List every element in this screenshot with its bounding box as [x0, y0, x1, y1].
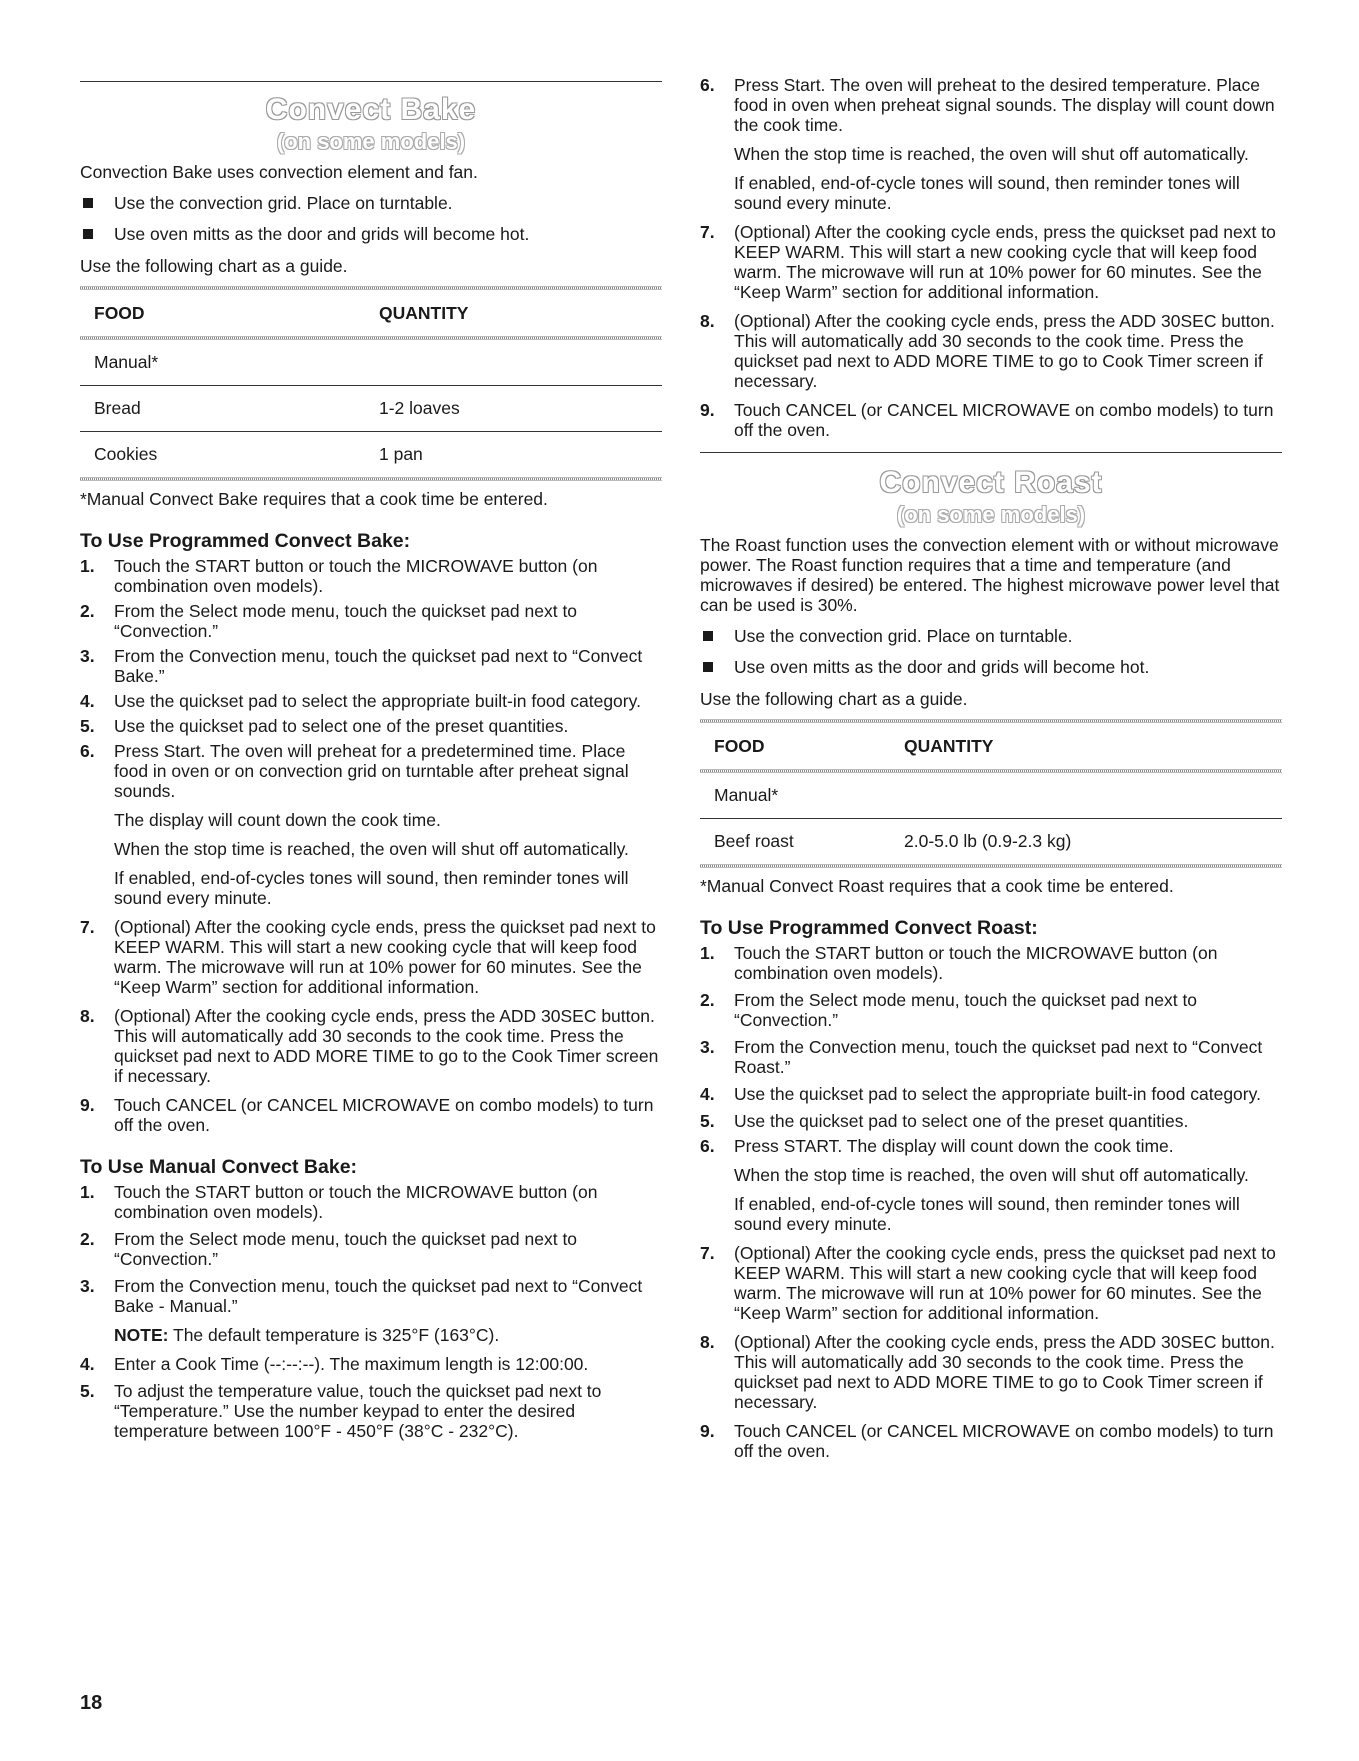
list-item: 2. From the Select mode menu, touch the quickset pad next to “Convection.”	[80, 601, 578, 641]
section-rule	[700, 452, 1282, 453]
left-column	[80, 0, 662, 1441]
manual-bake-steps	[80, 1182, 662, 1441]
convect-bake-title: Convect Bake	[265, 93, 477, 126]
cell-food: Cookies	[94, 444, 158, 464]
list-item: 8. (Optional) After the cooking cycle ends, press the ADD 30SEC button. This will automatically add 30 seconds to the cook time. Press the quickset pad next to ADD MORE TIME to go to Cook Timer screen if necessary.	[700, 311, 1275, 391]
list-item: 5. Use the quickset pad to select one of the preset quantities.	[700, 1111, 1189, 1131]
step-extra: When the stop time is reached, the oven will shut off automatically.	[734, 144, 1249, 164]
list-item: 4. Use the quickset pad to select the appropriate built-in food category.	[80, 691, 641, 711]
step-extra: If enabled, end-of-cycle tones will sound, then reminder tones will sound every minute.	[734, 173, 1240, 213]
list-item: 3. From the Convection menu, touch the quickset pad next to “Convect Bake.”	[80, 646, 643, 686]
list-item: 5. Use the quickset pad to select one of the preset quantities.	[80, 716, 569, 736]
list-item: 3. From the Convection menu, touch the quickset pad next to “Convect Bake - Manual.” NOTE: The default temperature is 325°F (163°C).	[80, 1276, 662, 1345]
list-item: 9. Touch CANCEL (or CANCEL MICROWAVE on combo models) to turn off the oven.	[700, 400, 1274, 440]
list-item: 8. (Optional) After the cooking cycle ends, press the ADD 30SEC button. This will automatically add 30 seconds to the cook time. Press the quickset pad next to ADD MORE TIME to go to Cook Timer screen if necessary.	[700, 1332, 1275, 1412]
programmed-roast-steps	[700, 943, 1282, 1461]
bake-bullet: Use oven mitts as the door and grids will become hot.	[80, 224, 662, 244]
list-item: 4. Enter a Cook Time (--:--:--). The maximum length is 12:00:00.	[80, 1354, 589, 1374]
list-item: 9. Touch CANCEL (or CANCEL MICROWAVE on combo models) to turn off the oven.	[700, 1421, 1274, 1461]
convect-bake-subtitle: (on some models)	[276, 129, 466, 154]
list-item: 6. Press START. The display will count down the cook time. When the stop time is reached, the oven will shut off automatically. If enabled, end-of-cycle tones will sound, then reminder tones will sound every minute.	[700, 1136, 1282, 1234]
table-header	[700, 723, 1282, 769]
cell-food: Manual*	[714, 785, 779, 805]
table-header	[80, 290, 662, 336]
cell-food: Beef roast	[714, 831, 794, 851]
step-extra: When the stop time is reached, the oven will shut off automatically.	[114, 839, 629, 859]
step-extra: If enabled, end-of-cycle tones will sound, then reminder tones will sound every minute.	[734, 1194, 1240, 1234]
table-row	[80, 432, 662, 477]
cell-food: Manual*	[94, 352, 159, 372]
list-item: 1. Touch the START button or touch the MICROWAVE button (on combination oven models).	[80, 556, 598, 596]
table-row	[700, 773, 1282, 819]
header-quantity: QUANTITY	[904, 735, 994, 756]
bake-chart-intro: Use the following chart as a guide.	[80, 256, 348, 276]
roast-chart-intro: Use the following chart as a guide.	[700, 689, 968, 709]
table-row	[700, 819, 1282, 864]
page-number: 18	[80, 1692, 103, 1714]
list-item: 1. Touch the START button or touch the MICROWAVE button (on combination oven models).	[700, 943, 1218, 983]
bake-table	[80, 286, 662, 481]
convect-bake-intro: Convection Bake uses convection element and fan.	[80, 162, 478, 182]
manual-bake-steps-continued	[700, 75, 1282, 440]
table-rule	[80, 477, 662, 481]
section-rule	[80, 81, 662, 82]
right-column	[700, 0, 1282, 1461]
roast-table	[700, 719, 1282, 868]
step-note: NOTE: The default temperature is 325°F (163°C).	[114, 1325, 500, 1345]
list-item: 9. Touch CANCEL (or CANCEL MICROWAVE on combo models) to turn off the oven.	[80, 1095, 654, 1135]
programmed-bake-steps	[80, 556, 662, 1135]
header-quantity: QUANTITY	[379, 302, 469, 323]
header-food: FOOD	[94, 302, 145, 323]
table-row	[80, 340, 662, 386]
roast-footnote: *Manual Convect Roast requires that a cook time be entered.	[700, 876, 1174, 896]
bake-bullet: Use the convection grid. Place on turntable.	[80, 193, 662, 213]
cell-quantity: 1 pan	[379, 444, 423, 464]
list-item: 2. From the Select mode menu, touch the quickset pad next to “Convection.”	[80, 1229, 578, 1269]
list-item: 6. Press Start. The oven will preheat to the desired temperature. Place food in oven when preheat signal sounds. The display will count down the cook time. When the stop time is reached, the oven will shut off automatically. If enabled, end-of-cycle tones will sound, then reminder tones will sound every minute.	[700, 75, 1282, 213]
programmed-bake-heading: To Use Programmed Convect Bake:	[80, 530, 411, 552]
cell-quantity: 1-2 loaves	[379, 398, 460, 418]
step-extra: If enabled, end-of-cycles tones will sound, then reminder tones will sound every minute.	[114, 868, 629, 908]
list-item: 8. (Optional) After the cooking cycle ends, press the ADD 30SEC button. This will automatically add 30 seconds to the cook time. Press the quickset pad next to ADD MORE TIME to go to the Cook Timer screen if necessary.	[80, 1006, 659, 1086]
list-item: 7. (Optional) After the cooking cycle ends, press the quickset pad next to KEEP WARM. This will start a new cooking cycle that will keep food warm. The microwave will run at 10% power for 60 minutes. See the “Keep Warm” section for additional information.	[80, 917, 656, 997]
table-row	[80, 386, 662, 432]
roast-bullet: Use oven mitts as the door and grids will become hot.	[700, 657, 1282, 677]
list-item: 5. To adjust the temperature value, touch the quickset pad next to “Temperature.” Use the number keypad to enter the desired temperature between 100°F - 450°F (38°C - 232°C).	[80, 1381, 602, 1441]
step-extra: The display will count down the cook time.	[114, 810, 441, 830]
convect-roast-title: Convect Roast	[879, 466, 1103, 499]
list-item: 2. From the Select mode menu, touch the quickset pad next to “Convection.”	[700, 990, 1198, 1030]
list-item: 7. (Optional) After the cooking cycle ends, press the quickset pad next to KEEP WARM. This will start a new cooking cycle that will keep food warm. The microwave will run at 10% power for 60 minutes. See the “Keep Warm” section for additional information.	[700, 222, 1276, 302]
convect-roast-intro: The Roast function uses the convection element with or without microwave power. The Roast function requires that a time and temperature (and microwaves if desired) be entered. The highest microwave power level that can be used is 30%.	[700, 535, 1280, 615]
cell-quantity: 2.0-5.0 lb (0.9-2.3 kg)	[904, 831, 1072, 851]
list-item: 1. Touch the START button or touch the MICROWAVE button (on combination oven models).	[80, 1182, 598, 1222]
header-food: FOOD	[714, 735, 765, 756]
list-item: 7. (Optional) After the cooking cycle ends, press the quickset pad next to KEEP WARM. This will start a new cooking cycle that will keep food warm. The microwave will run at 10% power for 60 minutes. See the “Keep Warm” section for additional information.	[700, 1243, 1276, 1323]
list-item: 6. Press Start. The oven will preheat for a predetermined time. Place food in oven or on convection grid on turntable after preheat signal sounds. The display will count down the cook time. When the stop time is reached, the oven will shut off automatically. If enabled, end-of-cycles tones will sound, then reminder tones will sound every minute.	[80, 741, 662, 908]
list-item: 3. From the Convection menu, touch the quickset pad next to “Convect Roast.”	[700, 1037, 1263, 1077]
programmed-roast-heading: To Use Programmed Convect Roast:	[700, 917, 1038, 939]
bake-footnote: *Manual Convect Bake requires that a cook time be entered.	[80, 489, 548, 509]
step-extra: When the stop time is reached, the oven will shut off automatically.	[734, 1165, 1249, 1185]
roast-bullet: Use the convection grid. Place on turntable.	[700, 626, 1282, 646]
convect-roast-subtitle: (on some models)	[896, 502, 1086, 527]
list-item: 4. Use the quickset pad to select the appropriate built-in food category.	[700, 1084, 1261, 1104]
cell-food: Bread	[94, 398, 141, 418]
table-rule	[700, 864, 1282, 868]
manual-bake-heading: To Use Manual Convect Bake:	[80, 1156, 358, 1178]
